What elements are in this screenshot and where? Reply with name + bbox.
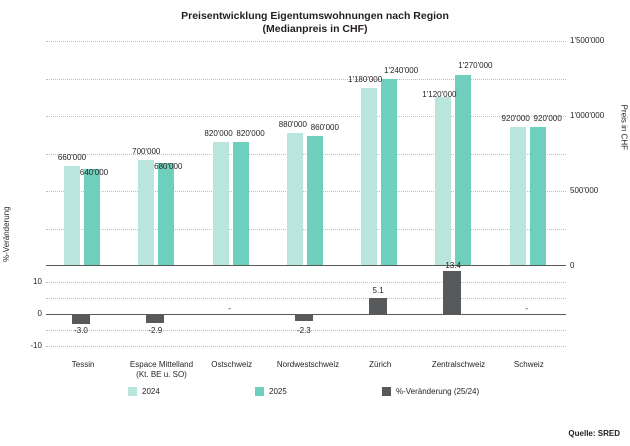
bar-group-tessin xyxy=(46,41,120,265)
pct-label: -2.3 xyxy=(296,326,311,335)
bar-2024 xyxy=(64,166,80,265)
pct-bar xyxy=(295,314,313,321)
bar-label-2025: 920'000 xyxy=(533,114,562,123)
pct-group-nordwestschweiz xyxy=(269,266,343,346)
bar-label-2024: 660'000 xyxy=(57,153,87,162)
category-label-tessin xyxy=(46,360,120,370)
bar-label-2024: 1'180'000 xyxy=(348,75,383,84)
bar-2025 xyxy=(307,136,323,265)
page-title: Preisentwicklung Eigentumswohnungen nach Region xyxy=(181,10,449,22)
legend-item-2024[interactable] xyxy=(128,384,160,398)
pct-group-schweiz xyxy=(492,266,566,346)
bar-label-2025: 1'240'000 xyxy=(384,66,419,75)
bar-2025 xyxy=(84,169,100,265)
bar-2025 xyxy=(455,75,471,266)
legend-item-pct-change[interactable] xyxy=(382,384,479,398)
legend xyxy=(46,384,566,398)
pct-label: - xyxy=(228,304,231,313)
bar-group-nordwestschweiz xyxy=(269,41,343,265)
legend-label: %-Veränderung (25/24) xyxy=(396,386,480,396)
bar-2024 xyxy=(138,160,154,265)
pct-group-tessin xyxy=(46,266,120,346)
bar-group-espace-mittelland xyxy=(120,41,194,265)
pct-label: -2.9 xyxy=(148,326,163,335)
legend-swatch-icon xyxy=(255,387,264,396)
right-axis-title: Preis in CHF xyxy=(619,104,628,150)
bar-label-2025: 820'000 xyxy=(236,129,265,138)
pct-label: 5.1 xyxy=(372,286,384,295)
pct-label: 13.4 xyxy=(445,261,461,270)
bar-group-zentralschweiz xyxy=(417,41,491,265)
bar-2024 xyxy=(213,142,229,265)
ytick-pct-10: 10 xyxy=(33,277,42,286)
category-label-line: Ostschweiz xyxy=(211,360,253,369)
category-label-line: Espace Mittelland xyxy=(129,360,194,369)
category-label-line-2: (Kt. BE u. SO) xyxy=(136,370,187,379)
bar-label-2025: 860'000 xyxy=(310,123,339,132)
left-axis-title: %-Veränderung xyxy=(2,206,11,262)
bar-2025 xyxy=(530,127,546,265)
pct-bar xyxy=(443,271,461,314)
category-label-line: Nordwestschweiz xyxy=(276,360,340,369)
bar-2024 xyxy=(510,127,526,265)
pct-group-ostschweiz xyxy=(195,266,269,346)
source-note: Quelle: SRED xyxy=(568,429,620,438)
category-label-line: Zentralschweiz xyxy=(431,360,486,369)
ytick-500000: 500'000 xyxy=(570,186,599,195)
category-label-line: Zürich xyxy=(369,360,392,369)
pct-group-espace-mittelland xyxy=(120,266,194,346)
bar-group-schweiz xyxy=(492,41,566,265)
pct-label: - xyxy=(525,304,528,313)
bar-label-2025: 1'270'000 xyxy=(458,61,493,70)
bar-label-2025: 680'000 xyxy=(154,162,183,171)
percent-change-plot-area xyxy=(46,261,566,346)
pct-group-zentralschweiz xyxy=(417,261,491,346)
category-label-line: Tessin xyxy=(71,360,95,369)
bar-2025 xyxy=(381,79,397,265)
ytick-0: 0 xyxy=(570,261,575,270)
bar-2024 xyxy=(435,97,451,265)
legend-label: 2025 xyxy=(269,386,287,396)
category-label-zuerich xyxy=(343,360,417,370)
bar-label-2025: 640'000 xyxy=(79,168,109,177)
bar-label-2024: 1'120'000 xyxy=(422,90,457,99)
ytick-pct-minus10: -10 xyxy=(30,341,42,350)
ytick-1000000: 1'000'000 xyxy=(570,111,605,120)
pct-group-zuerich xyxy=(343,266,417,346)
category-label-line: Schweiz xyxy=(513,360,544,369)
bar-2024 xyxy=(361,88,377,265)
bar-group-zuerich xyxy=(343,41,417,265)
gridline-minus10 xyxy=(46,346,566,347)
pct-bar xyxy=(369,298,387,314)
bar-label-2024: 700'000 xyxy=(132,147,161,156)
bar-2025 xyxy=(158,163,174,265)
ytick-1500000: 1'500'000 xyxy=(570,36,605,45)
bar-label-2024: 920'000 xyxy=(501,114,530,123)
category-label-schweiz xyxy=(492,360,566,370)
bar-label-2024: 820'000 xyxy=(204,129,233,138)
legend-swatch-icon xyxy=(128,387,137,396)
legend-item-2025[interactable] xyxy=(255,384,287,398)
pct-label: -3.0 xyxy=(74,326,88,335)
legend-label: 2024 xyxy=(142,386,160,396)
chart-subtitle: (Medianpreis in CHF) xyxy=(262,23,368,35)
legend-swatch-icon xyxy=(382,387,391,396)
pct-bar xyxy=(72,314,90,324)
bar-2024 xyxy=(287,133,303,265)
chart-title-block xyxy=(0,10,630,36)
bar-label-2024: 880'000 xyxy=(278,120,307,129)
ytick-pct-0: 0 xyxy=(37,309,42,318)
bar-2025 xyxy=(233,142,249,265)
pct-bar xyxy=(146,314,164,323)
bar-group-ostschweiz xyxy=(195,41,269,265)
price-plot-area xyxy=(46,41,566,266)
